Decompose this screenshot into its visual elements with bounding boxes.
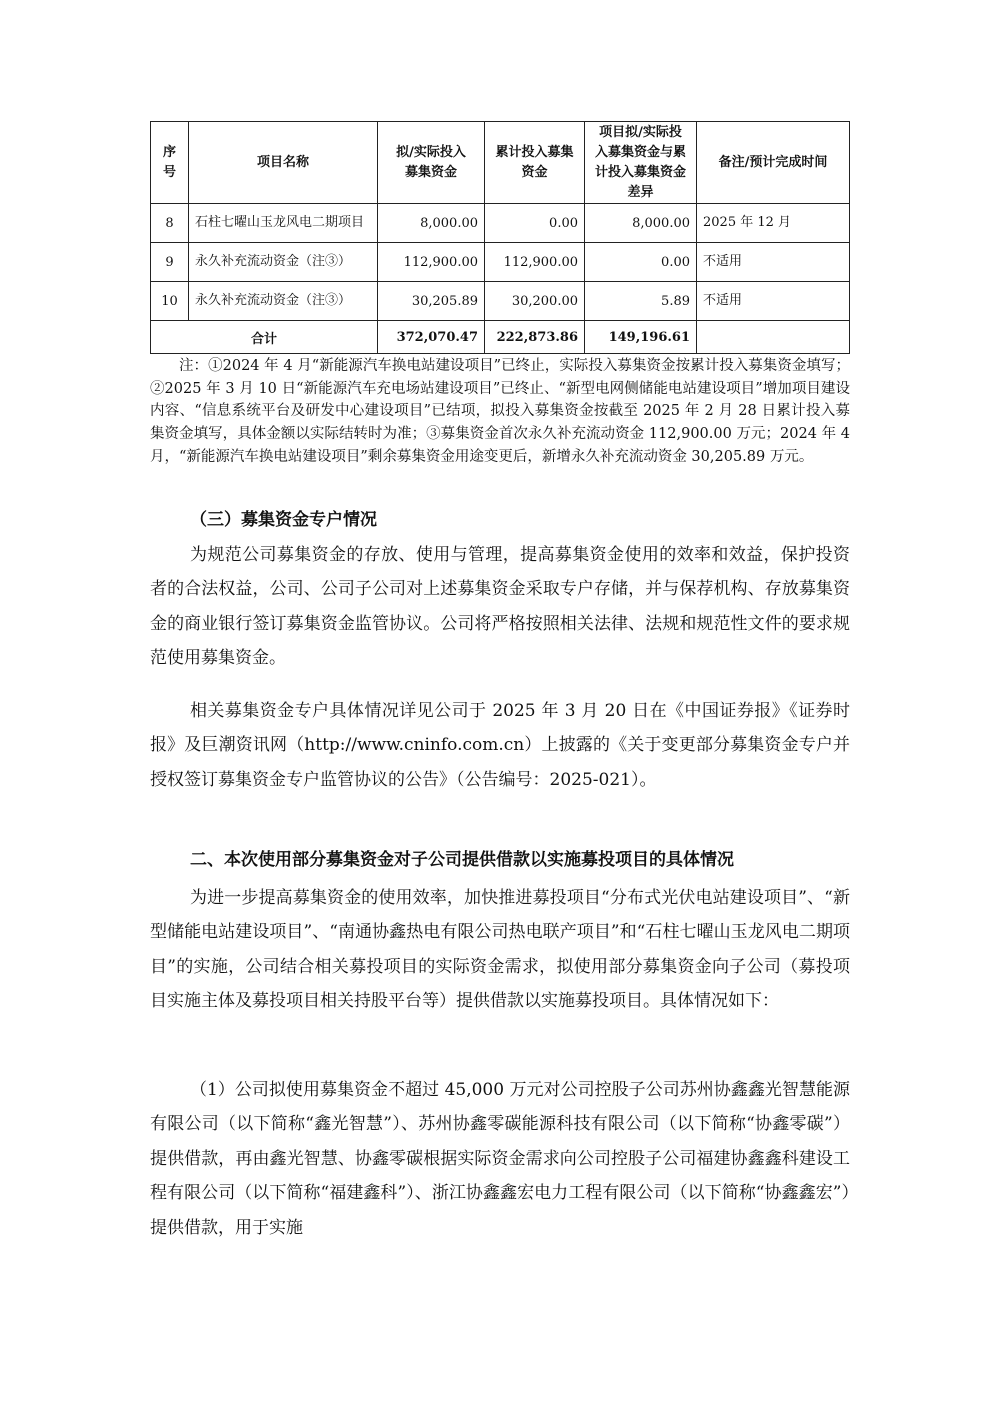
header-remark: 备注/预计完成时间 [697,122,850,204]
header-name: 项目名称 [189,122,378,204]
total-cumulative: 222,873.86 [485,321,585,354]
total-difference: 149,196.61 [585,321,697,354]
total-remark [697,321,850,354]
cell-difference: 5.89 [585,282,697,321]
cell-planned: 112,900.00 [378,243,485,282]
cell-cumulative: 112,900.00 [485,243,585,282]
header-difference: 项目拟/实际投入募集资金与累计投入募集资金差异 [585,122,697,204]
table-row [151,243,850,282]
cell-difference: 0.00 [585,243,697,282]
total-planned: 372,070.47 [378,321,485,354]
table-row [151,204,850,243]
table-total-row [151,321,850,354]
cell-planned: 8,000.00 [378,204,485,243]
table-row [151,282,850,321]
table-header-row [151,122,850,204]
cell-remark: 不适用 [697,243,850,282]
cell-name: 永久补充流动资金（注③） [189,282,378,321]
section-heading-loan: 二、本次使用部分募集资金对子公司提供借款以实施募投项目的具体情况 [190,850,734,870]
fund-usage-table [150,121,850,354]
cell-remark: 2025 年 12 月 [697,204,850,243]
cell-no: 9 [151,243,189,282]
header-planned: 拟/实际投入募集资金 [378,122,485,204]
section-heading-account: （三）募集资金专户情况 [190,510,377,530]
cell-name: 永久补充流动资金（注③） [189,243,378,282]
header-no: 序号 [151,122,189,204]
table-footnote: 注：①2024 年 4 月“新能源汽车换电站建设项目”已终止，实际投入募集资金按累计投入募集资金填写；②2025 年 3 月 10 日“新能源汽车充电场站建设项目”已终止、“新型电网侧储能电站建设项目”增加项目建设内容、“信息系统平台及研发中心建设项目”已结项，拟投入募集资金按截至 2025 年 2 月 28 日累计投入募集资金填写，具体金额以实际结转时为准；③募集资金首次永久补充流动资金 112,900.00 万元；2024 年 4 月，“新能源汽车换电站建设项目”剩余募集资金用途变更后，新增永久补充流动资金 30,205.89 万元。 [150,358,850,465]
paragraph-account-disclosure: 相关募集资金专户具体情况详见公司于 2025 年 3 月 20 日在《中国证券报》《证券时报》及巨潮资讯网（http://www.cninfo.com.cn）上披露的《关于变更部分募集资金专户并授权签订募集资金专户监管协议的公告》（公告编号：2025-021）。 [150,701,850,790]
cell-name: 石柱七曜山玉龙风电二期项目 [189,204,378,243]
paragraph-loan-detail: （1）公司拟使用募集资金不超过 45,000 万元对公司控股子公司苏州协鑫鑫光智慧能源有限公司（以下简称“鑫光智慧”）、苏州协鑫零碳能源科技有限公司（以下简称“协鑫零碳”）提供借款，再由鑫光智慧、协鑫零碳根据实际资金需求向公司控股子公司福建协鑫鑫科建设工程有限公司（以下简称“福建鑫科”）、浙江协鑫鑫宏电力工程有限公司（以下简称“协鑫鑫宏”）提供借款，用于实施 [150,1080,850,1238]
paragraph-loan-purpose: 为进一步提高募集资金的使用效率，加快推进募投项目“分布式光伏电站建设项目”、“新型储能电站建设项目”、“南通协鑫热电有限公司热电联产项目”和“石柱七曜山玉龙风电二期项目”的实施，公司结合相关募投项目的实际资金需求，拟使用部分募集资金向子公司（募投项目实施主体及募投项目相关持股平台等）提供借款以实施募投项目。具体情况如下： [150,888,850,1012]
cell-cumulative: 0.00 [485,204,585,243]
header-cumulative: 累计投入募集资金 [485,122,585,204]
paragraph-account-management: 为规范公司募集资金的存放、使用与管理，提高募集资金使用的效率和效益，保护投资者的合法权益，公司、公司子公司对上述募集资金采取专户存储，并与保荐机构、存放募集资金的商业银行签订募集资金监管协议。公司将严格按照相关法律、法规和规范性文件的要求规范使用募集资金。 [150,545,850,669]
cell-no: 8 [151,204,189,243]
total-label: 合计 [151,321,378,354]
cell-remark: 不适用 [697,282,850,321]
cell-planned: 30,205.89 [378,282,485,321]
cell-cumulative: 30,200.00 [485,282,585,321]
cell-no: 10 [151,282,189,321]
cell-difference: 8,000.00 [585,204,697,243]
